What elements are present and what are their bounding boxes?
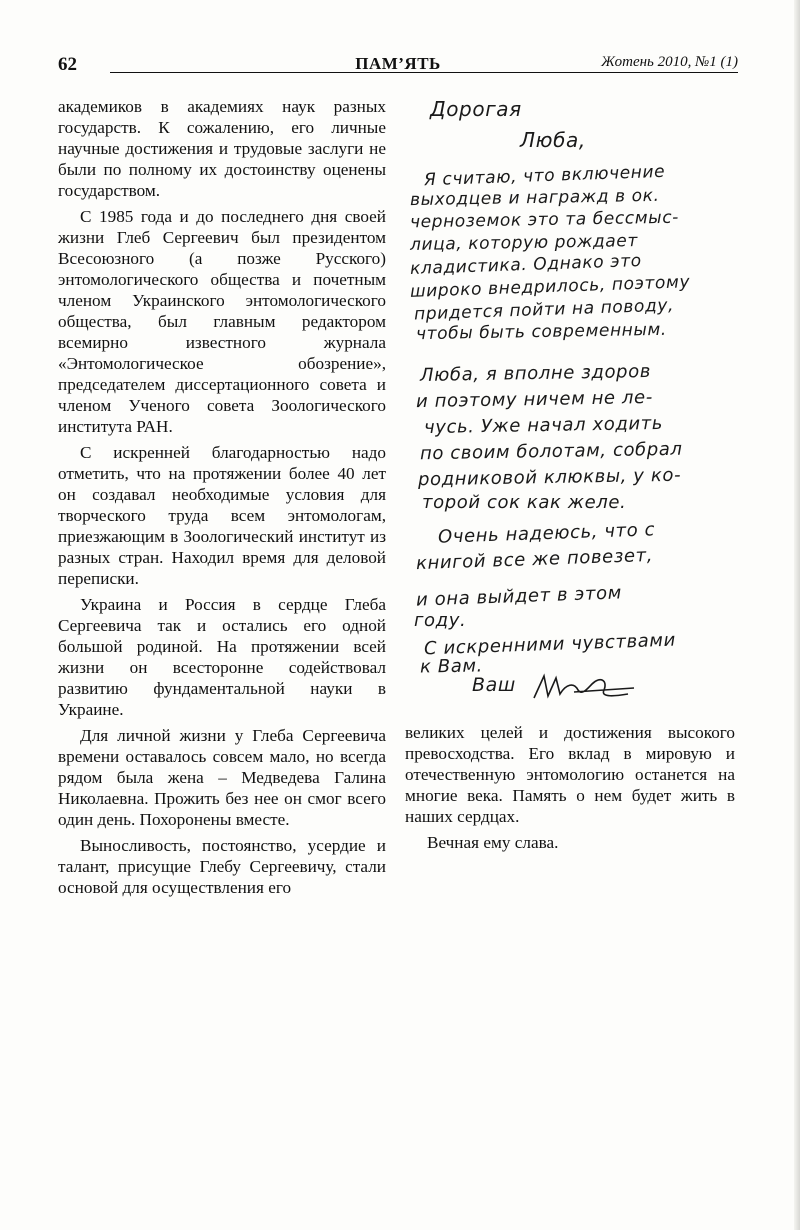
- letter-line: родниковой клюквы, у ко-: [417, 464, 682, 490]
- letter-line: выходцев и награжд в ок.: [409, 185, 660, 211]
- letter-line: широко внедрилось, поэтому: [409, 272, 691, 303]
- letter-line: С искренними чувствами: [423, 629, 677, 660]
- handwritten-letter-tail: [402, 650, 742, 710]
- scan-edge: [794, 0, 800, 1230]
- letter-line: году.: [414, 610, 467, 631]
- letter-line: Очень надеюсь, что с: [437, 519, 656, 549]
- paragraph: Вечная ему слава.: [427, 833, 559, 852]
- letter-line: Люба,: [520, 127, 586, 152]
- issue-info: Жотень 2010, №1 (1): [601, 54, 738, 70]
- header-rule: [110, 72, 738, 73]
- letter-line: Я считаю, что включение: [423, 161, 666, 190]
- page-header: [58, 50, 738, 76]
- paragraph: великих целей и достижения высокого превосходства. Его вклад в мировую и отечественную энтомологию останется на многие века. Память о нем будет жить в наших сердцах.: [405, 723, 735, 826]
- letter-line: чусь. Уже начал ходить: [423, 412, 664, 439]
- paragraph: С 1985 года и до последнего дня своей жизни Глеб Сергеевич был президентом Всесоюзного (а позже Русского) энтомологического общества и почетным членом Украинского энтомологического общества, был главным редактором всемирно известного журнала «Энтомологическое обозрение», председателем диссертационного совета и членом Ученого совета Зоологического института РАН.: [58, 207, 386, 436]
- left-column: [58, 96, 386, 898]
- paragraph: Украина и Россия в сердце Глеба Сергеевича так и остались его одной большой родиной. На протяжении всей жизни он всесторонне содействовал развитию фундаментальной науки в Украине.: [58, 595, 386, 719]
- letter-line: кладистика. Однако это: [409, 251, 642, 280]
- letter-line: по своим болотам, собрал: [419, 438, 683, 465]
- paragraph: Выносливость, постоянство, усердие и талант, присущие Глебу Сергеевичу, стали основой для осуществления его: [58, 836, 386, 897]
- letter-line: и поэтому ничем не ле-: [415, 387, 654, 413]
- right-column: [405, 722, 735, 853]
- page-number: 62: [58, 54, 77, 75]
- letter-line: Дорогая: [430, 96, 522, 121]
- section-title: ПАМ’ЯТЬ: [355, 54, 441, 73]
- paragraph: академиков в академиях наук разных государств. К сожалению, его личные научные достижения и трудовые заслуги не были по полному их достоинству оценены государством.: [58, 97, 386, 200]
- letter-line: черноземок это та бессмыс-: [409, 208, 680, 233]
- letter-line: и она выйдет в этом: [415, 582, 623, 611]
- letter-line: лица, которую рождает: [409, 230, 639, 255]
- paragraph: Для личной жизни у Глеба Сергеевича времени оставалось совсем мало, но всегда рядом была жена – Медведева Галина Николаевна. Прожить без нее он смог всего один день. Похоронены вместе.: [58, 726, 386, 829]
- handwritten-letter: [402, 90, 742, 700]
- letter-line: придется пойти на поводу,: [413, 295, 675, 325]
- letter-line: книгой все же повезет,: [415, 545, 654, 575]
- letter-line: Люба, я вполне здоров: [419, 361, 652, 387]
- paragraph: С искренней благодарностью надо отметить, что на протяжении более 40 лет он создавал необходимые условия для творческого труда всем энтомологам, приезжающим в Зоологический институт из разных стран. Находил время для деловой переписки.: [58, 443, 386, 588]
- letter-line: к Вам.: [419, 655, 484, 678]
- letter-line: торой сок как желе.: [422, 492, 627, 514]
- letter-line: Ваш: [472, 674, 516, 696]
- letter-line: чтобы быть современным.: [415, 319, 668, 345]
